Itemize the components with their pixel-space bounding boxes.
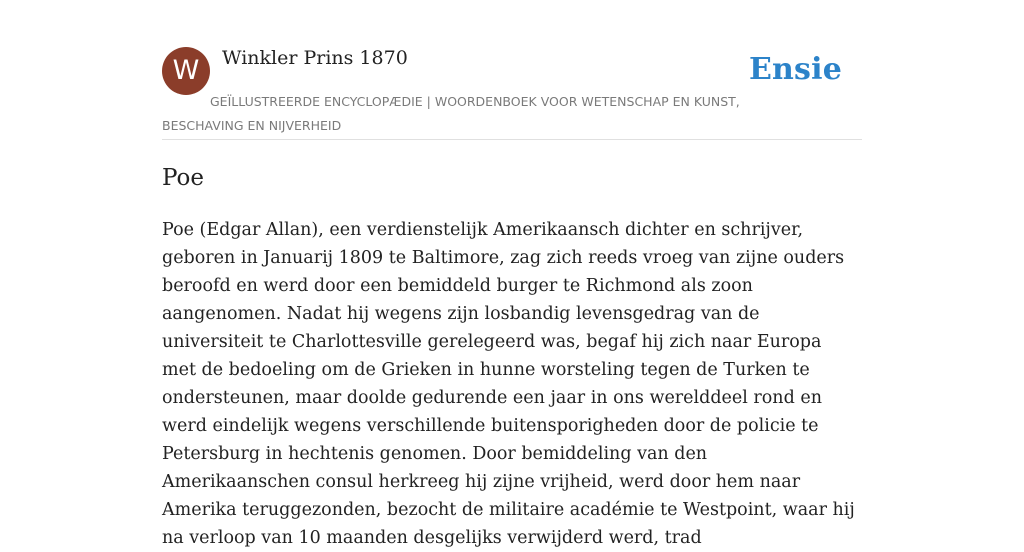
article-title: Poe [162,165,205,191]
source-subtitle: GEÏLLUSTREERDE ENCYCLOPÆDIE | WOORDENBOEK VOOR WETENSCHAP EN KUNST, BESCHAVING EN NIJVERHEID [162,94,740,133]
header [162,0,862,140]
source-title[interactable]: Winkler Prins 1870 [222,47,408,69]
page [162,0,862,548]
brand-logo[interactable]: Ensie [748,52,842,87]
article-body: Poe (Edgar Allan), een verdienstelijk Amerikaansch dichter en schrijver, geboren in Januarij 1809 te Baltimore, zag zich reeds vroeg van zijne ouders beroofd en werd door een bemiddeld burger te Richmond als zoon aangenomen. Nadat hij wegens zijn losbandig levensgedrag van de universiteit te Charlottesville gerelegeerd was, begaf hij zich naar Europa met de bedoeling om de Grieken in hunne worsteling tegen de Turken te ondersteunen, maar doolde gedurende een jaar in ons werelddeel rond en werd eindelijk wegens verschillende buitensporigheden door de policie te Petersburg in hechtenis genomen. Door bemiddeling van den Amerikaanschen consul herkreeg hij zijne vrijheid, werd door hem naar Amerika teruggezonden, bezocht de militaire académie te Westpoint, waar hij na verloop van 10 maanden desgelijks verwijderd werd, trad [162,220,855,548]
divider [162,139,862,140]
avatar[interactable]: W [162,47,210,95]
